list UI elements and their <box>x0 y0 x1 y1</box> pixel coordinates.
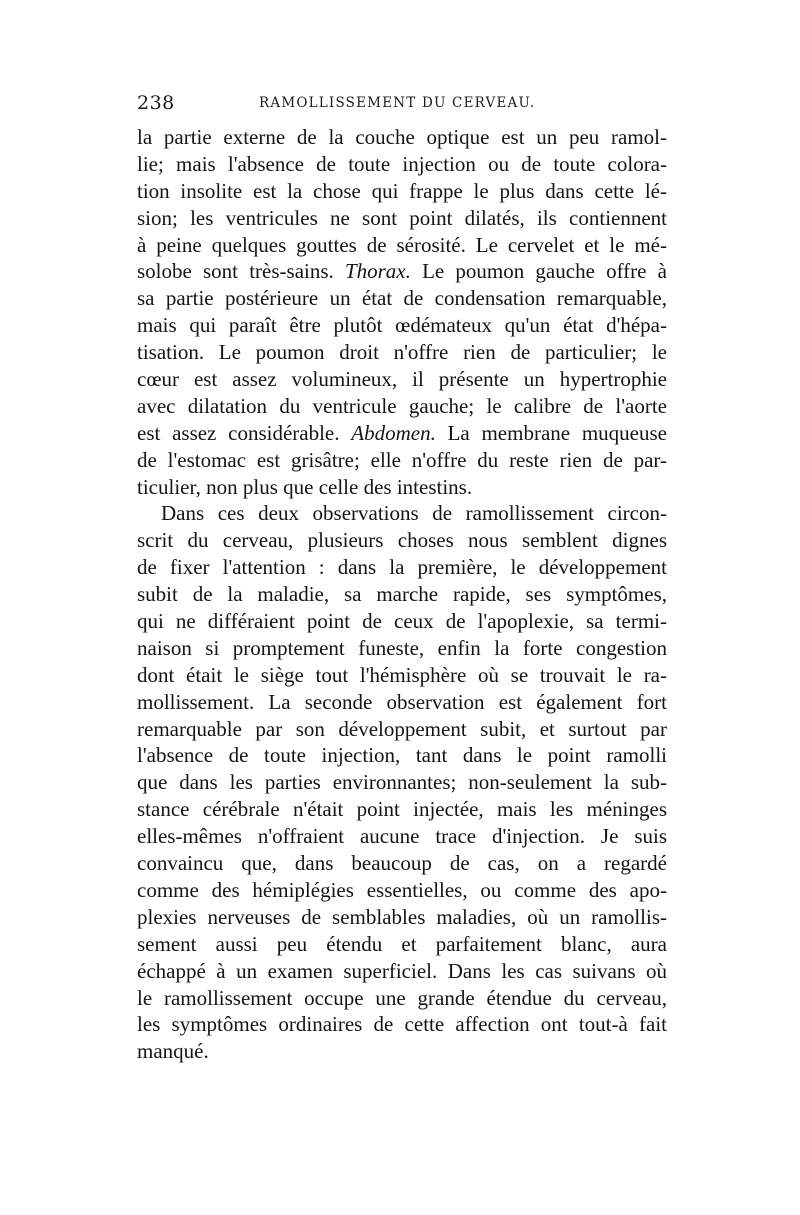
text-line: sement aussi peu étendu et parfaitement blanc, aura <box>137 931 667 956</box>
paragraph-start-line: Dans ces deux observations de ramollissement circon- <box>161 501 667 526</box>
text-line: convaincu que, dans beaucoup de cas, on a regardé <box>137 851 667 876</box>
text-line: sa partie postérieure un état de condensation remarquable, <box>137 286 667 311</box>
text-line: est assez considérable. Abdomen. La membrane muqueuse <box>137 420 667 445</box>
text-line: de fixer l'attention : dans la première, le développement <box>137 555 667 580</box>
text-line: ticulier, non plus que celle des intestins. <box>137 474 473 499</box>
text-line: stance cérébrale n'était point injectée, mais les méninges <box>137 797 667 822</box>
text-line: qui ne différaient point de ceux de l'apoplexie, sa termi- <box>137 609 667 634</box>
text-line: naison si promptement funeste, enfin la forte congestion <box>137 635 667 660</box>
text-line: remarquable par son développement subit, et surtout par <box>137 716 667 741</box>
text-line: que dans les parties environnantes; non-seulement la sub- <box>137 770 667 795</box>
text-line: les symptômes ordinaires de cette affection ont tout-à fait <box>137 1012 667 1037</box>
running-head <box>137 92 667 116</box>
text-line: scrit du cerveau, plusieurs choses nous semblent dignes <box>137 528 667 553</box>
text-line: à peine quelques gouttes de sérosité. Le cervelet et le mé- <box>137 232 667 257</box>
text-line: échappé à un examen superficiel. Dans les cas suivans où <box>137 958 667 983</box>
page-number: 238 <box>137 92 175 114</box>
section-label-thorax: Thorax. <box>344 259 411 284</box>
text-line: dont était le siège tout l'hémisphère où se trouvait le ra- <box>137 662 667 687</box>
text-line: de l'estomac est grisâtre; elle n'offre du reste rien de par- <box>137 447 667 472</box>
text-line: tion insolite est la chose qui frappe le plus dans cette lé- <box>137 178 667 203</box>
section-label-abdomen: Abdomen. <box>351 420 436 445</box>
text-line: plexies nerveuses de semblables maladies, où un ramollis- <box>137 904 667 929</box>
text-line: cœur est assez volumineux, il présente un hypertrophie <box>137 367 667 392</box>
text-line: avec dilatation du ventricule gauche; le calibre de l'aorte <box>137 393 667 418</box>
running-title: RAMOLLISSEMENT DU CERVEAU. <box>259 95 536 111</box>
text-line: sion; les ventricules ne sont point dilatés, ils contiennent <box>137 205 667 230</box>
text-line: mollissement. La seconde observation est également fort <box>137 689 667 714</box>
text-line: solobe sont très-sains. Thorax. Le poumon gauche offre à <box>137 259 667 284</box>
text-line: comme des hémiplégies essentielles, ou comme des apo- <box>137 877 667 902</box>
text-line: l'absence de toute injection, tant dans le point ramolli <box>137 743 667 768</box>
body-text <box>137 124 667 1065</box>
text-line: mais qui paraît être plutôt œdémateux qu'un état d'hépa- <box>137 313 667 338</box>
text-line: subit de la maladie, sa marche rapide, ses symptômes, <box>137 582 667 607</box>
text-line: le ramollissement occupe une grande étendue du cerveau, <box>137 985 667 1010</box>
text-line: lie; mais l'absence de toute injection ou de toute colora- <box>137 151 667 176</box>
text-line: manqué. <box>137 1039 209 1064</box>
text-line: la partie externe de la couche optique est un peu ramol- <box>137 125 667 149</box>
text-line: tisation. Le poumon droit n'offre rien de particulier; le <box>137 340 667 365</box>
text-line: elles-mêmes n'offraient aucune trace d'injection. Je suis <box>137 824 667 849</box>
